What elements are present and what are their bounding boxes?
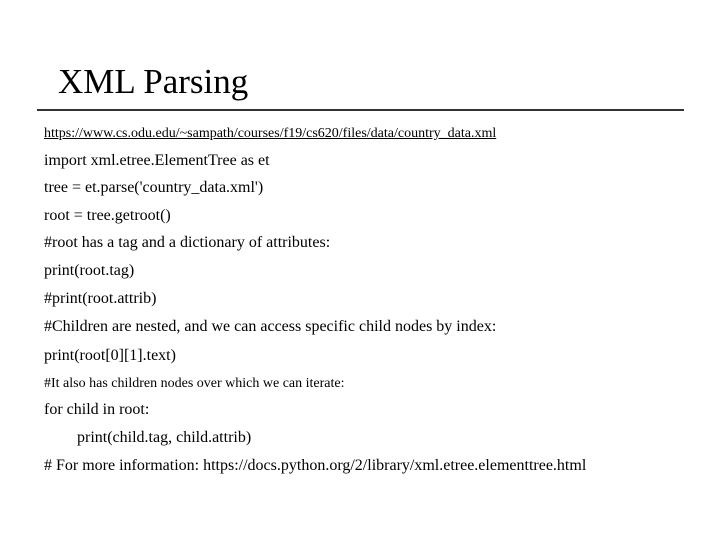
code-line-parse: tree = et.parse('country_data.xml')	[44, 179, 264, 196]
comment-root-tag: #root has a tag and a dictionary of attributes:	[44, 234, 331, 251]
code-line-print-tag: print(root.tag)	[44, 262, 135, 279]
code-line-for-loop: for child in root:	[44, 401, 150, 418]
title-divider	[37, 109, 684, 111]
code-line-print-text: print(root[0][1].text)	[44, 347, 176, 364]
code-line-print-attrib: #print(root.attrib)	[44, 290, 157, 307]
data-url-link[interactable]: https://www.cs.odu.edu/~sampath/courses/f19/cs620/files/data/country_data.xml	[44, 126, 497, 141]
comment-children-nested: #Children are nested, and we can access specific child nodes by index:	[44, 318, 497, 335]
code-line-import: import xml.etree.ElementTree as et	[44, 152, 270, 169]
comment-more-info: # For more information: https://docs.python.org/2/library/xml.etree.elementtree.html	[44, 457, 587, 474]
code-line-getroot: root = tree.getroot()	[44, 207, 171, 224]
slide-title: XML Parsing	[58, 62, 249, 101]
comment-iterate: #It also has children nodes over which we can iterate:	[44, 376, 345, 391]
code-line-print-child: print(child.tag, child.attrib)	[77, 429, 252, 446]
